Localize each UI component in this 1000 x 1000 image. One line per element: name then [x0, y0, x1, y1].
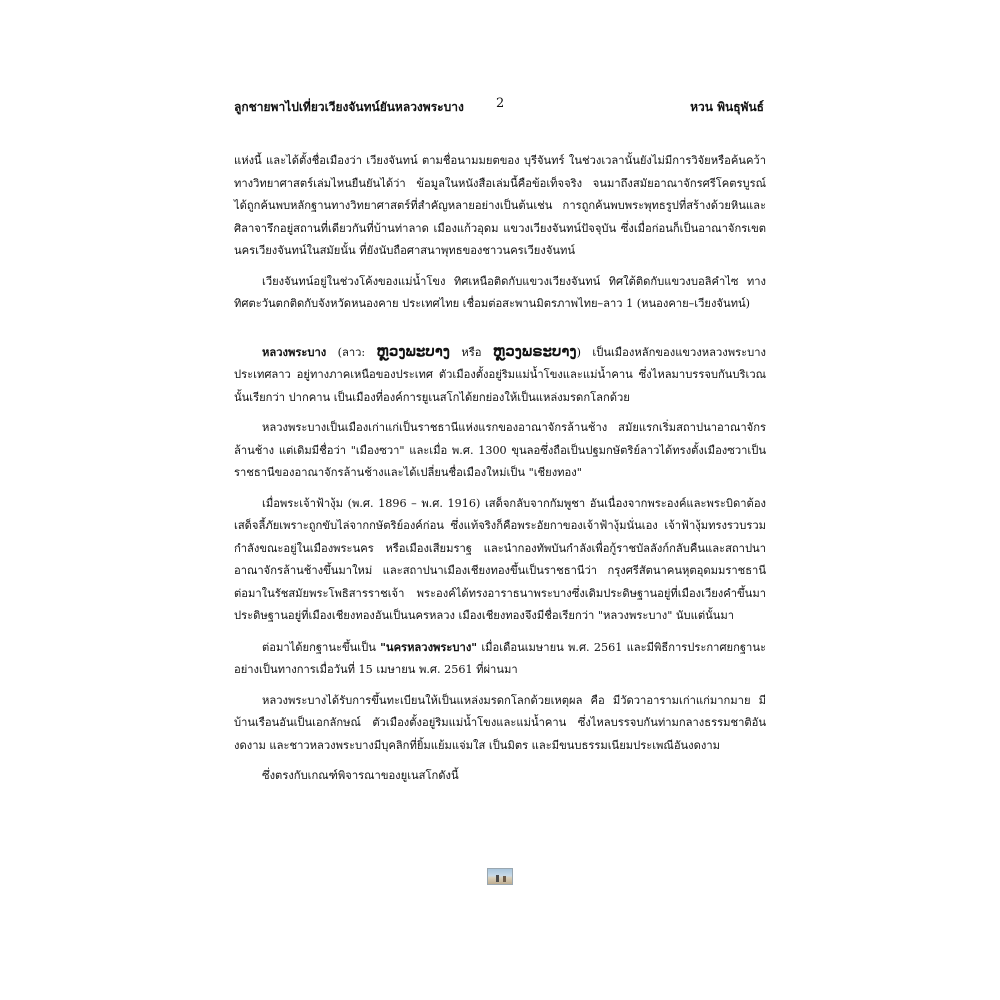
paragraph-6-text-b: เมื่อเดือนเมษายน พ.ศ. 2561 และมีพิธีการประกาศยกฐานะอย่างเป็นทางการเมื่อวันที่ 15 เมษายน พ.ศ. 2561 ที่ผ่านมา [234, 640, 766, 676]
paragraph-3-text-c: ) เป็นเมืองหลักของแขวงหลวงพระบาง ประเทศลาว อยู่ทางภาคเหนือของประเทศ ตัวเมืองตั้งอยู่ริมแม่น้ำโขงและแม่น้ำคาน ซึ่งไหลมาบรรจบกันบริเวณนั้นเรียกว่า ปากคาน เป็นเมืองที่องค์การยูเนสโกได้ยกย่องให้เป็นแหล่งมรดกโลกด้วย [234, 345, 767, 404]
paragraph-5: เมื่อพระเจ้าฟ้างุ้ม (พ.ศ. 1896 – พ.ศ. 1916) เสด็จกลับจากกัมพูชา อันเนื่องจากพระองค์และพระบิดาต้องเสด็จลี้ภัยเพราะถูกขับไล่จากกษัตริย์องค์ก่อน ซึ่งแท้จริงก็คือพระอัยกาของเจ้าฟ้างุ้มนั่นเอง เจ้าฟ้างุ้มทรงรวบรวมกำลังขณะอยู่ในเมืองพระนคร หรือเมืองเสียมราฐ และนำกองทัพบันกำลังเพื่อกู้ราชบัลลังก์กลับคืนและสถาปนาอาณาจักรล้านช้างขึ้นมาใหม่ และสถาปนาเมืองเชียงทองขึ้นเป็นราชธานีว่า กรุงศรีสัตนาคนหุตอุดมมราชธานี ต่อมาในรัชสมัยพระโพธิสารราชเจ้า พระองค์ได้ทรงอาราธนาพระบางซึ่งเดิมประดิษฐานอยู่ที่เมืองเวียงคำขึ้นมาประดิษฐานอยู่ที่เมืองเชียงทองอันเป็นนครหลวง เมืองเชียงทองจึงมีชื่อเรียกว่า "หลวงพระบาง" นับแต่นั้นมา [234, 496, 766, 622]
person-figure [503, 876, 506, 882]
author-name: หวน พินธุพันธ์ [690, 100, 764, 114]
paragraph-6 [234, 636, 766, 682]
page-header [234, 96, 764, 120]
paragraph-1: แห่งนี้ และได้ตั้งชื่อเมืองว่า เวียงจันทน์ ตามชื่อนามมยตของ บุรีจันทร์ ในช่วงเวลานั้นยังไม่มีการวิจัยหรือค้นคว้าทางวิทยาศาสตร์เล่มไหนยืนยันได้ว่า ข้อมูลในหนังสือเล่มนี้คือข้อเท็จจริง จนมาถึงสมัยอาณาจักรศรีโคตรบูรณ์ ได้ถูกค้นพบหลักฐานทางวิทยาศาสตร์ที่สำคัญหลายอย่างเป็นต้นเช่น การถูกค้นพบพระพุทธรูปที่สร้างด้วยหินและศิลาจารึกอยู่สถานที่เดียวกันที่บ้านท่าลาด เมืองแก้วอุดม แขวงเวียงจันทน์ปัจจุบัน ซึ่งเมื่อก่อนก็เป็นอาณาจักรเขตนครเวียงจันทน์ในสมัยนั้น ที่ยังนับถือศาสนาพุทธของชาวนครเวียงจันทน์ [234, 154, 766, 257]
lao-name-2: ຫຼວງພຣະບາງ [492, 341, 577, 360]
paragraph-8: ซึ่งตรงกับเกณฑ์พิจารณาของยูเนสโกดังนี้ [262, 769, 459, 782]
paragraph-4: หลวงพระบางเป็นเมืองเก่าแก่เป็นราชธานีแห่งแรกของอาณาจักรล้านช้าง สมัยแรกเริ่มสถาปนาอาณาจักรล้านช้าง แต่เดิมมีชื่อว่า "เมืองซวา" และเมื่อ พ.ศ. 1300 ขุนลอซึ่งถือเป็นปฐมกษัตริย์ลาวได้ทรงตั้งเมืองซวาเป็นราชธานีของอาณาจักรล้านช้างและได้เปลี่ยนชื่อเมืองใหม่เป็น "เชียงทอง" [234, 421, 766, 479]
luang-prabang-term: หลวงพระบาง [262, 344, 327, 359]
landscape-photo [487, 868, 513, 885]
paragraph-2: เวียงจันทน์อยู่ในช่วงโค้งของแม่น้ำโขง ทิศเหนือติดกับแขวงเวียงจันทน์ ทิศใต้ติดกับแขวงบอลิคำไซ ทางทิศตะวันตกติดกับจังหวัดหนองคาย ประเทศไทย เชื่อมต่อสะพานมิตรภาพไทย–ลาว 1 (หนองคาย–เวียงจันทน์) [234, 274, 766, 310]
paragraph-3 [234, 340, 766, 410]
body-text [234, 150, 766, 788]
lao-name-1: ຫຼວງພະບາງ [376, 341, 451, 360]
paragraph-6-text-a: ต่อมาได้ยกฐานะขึ้นเป็น [262, 640, 381, 654]
paragraph-3-text-b: หรือ [450, 345, 493, 359]
paragraph-7: หลวงพระบางได้รับการขึ้นทะเบียนให้เป็นแหล่งมรดกโลกด้วยเหตุผล คือ มีวัดวาอารามเก่าแก่มากมาย มีบ้านเรือนอันเป็นเอกลักษณ์ ตัวเมืองตั้งอยู่ริมแม่น้ำโขงและแม่น้ำคาน ซึ่งไหลบรรจบกันท่ามกลางธรรมชาติอันงดงาม และชาวหลวงพระบางมีบุคลิกที่ยิ้มแย้มแจ่มใส เป็นมิตร และมีขนบธรรมเนียมประเพณีอันงดงาม [234, 693, 766, 752]
paragraph-3-text-a: (ลาว: [326, 345, 377, 359]
running-title: ลูกชายพาไปเที่ยวเวียงจันทน์ยันหลวงพระบาง [234, 100, 464, 114]
page-number: 2 [496, 96, 505, 111]
person-figure [496, 875, 499, 882]
nakhon-luang-prabang-term: "นครหลวงพระบาง" [380, 639, 478, 654]
